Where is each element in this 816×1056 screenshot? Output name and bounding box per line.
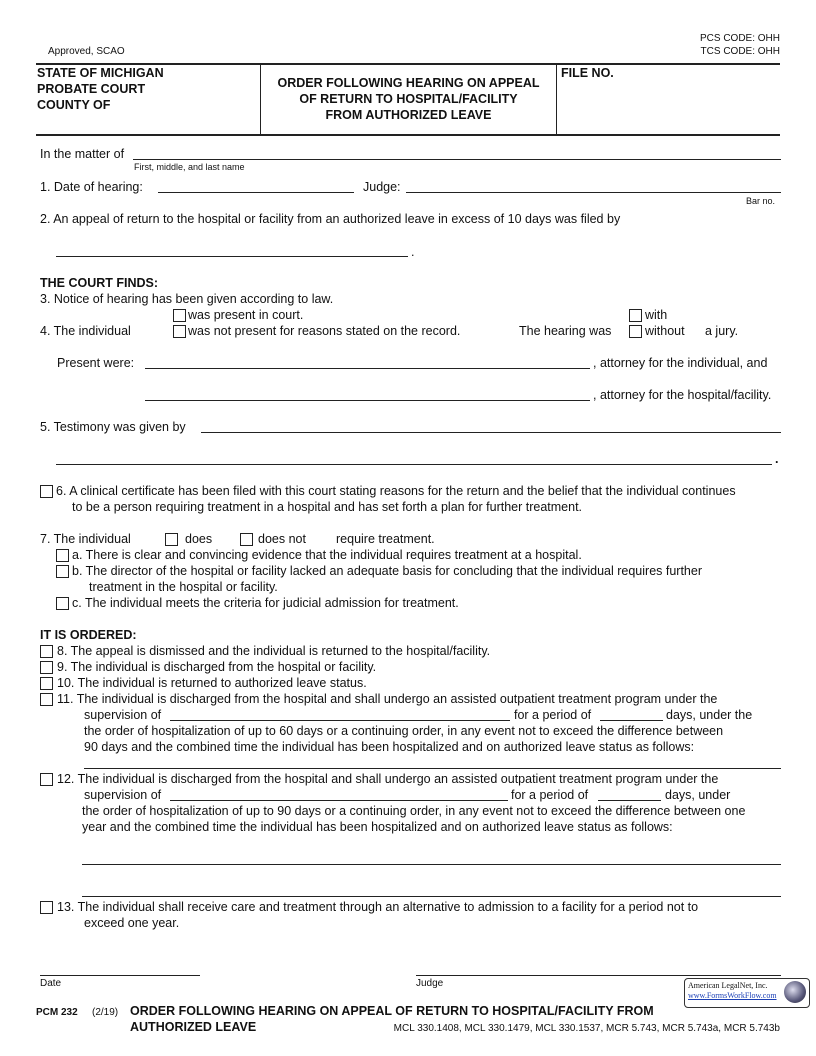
jury-label: a jury. [705,324,739,338]
judge-signature-field[interactable] [416,975,781,976]
item7b-text-2: treatment in the hospital or facility. [89,580,278,594]
footer-title: ORDER FOLLOWING HEARING ON APPEAL OF RETURN TO HOSPITAL/FACILITY FROM [130,1004,654,1018]
item11-supervision-label: supervision of [84,708,162,722]
period: . [411,245,415,259]
item12-checkbox[interactable] [40,773,53,786]
filed-by-field[interactable] [56,256,408,257]
item8-text: 8. The appeal is dismissed and the individual is returned to the hospital/facility. [57,644,491,658]
item7b-text: b. The director of the hospital or facility lacked an adequate basis for concluding that the individual requires further [72,564,702,578]
testimony-field-1[interactable] [201,432,781,433]
date-signature-field[interactable] [40,975,200,976]
logo-link[interactable]: www.FormsWorkFlow.com [688,991,777,1000]
item11-text-3: the order of hospitalization of up to 60 days or a continuing order, in any event not to exceed the difference between [84,724,724,738]
item5-label: 5. Testimony was given by [40,420,186,434]
date-of-hearing-field[interactable] [158,192,354,193]
item7c-checkbox[interactable] [56,597,69,610]
item7b-checkbox[interactable] [56,565,69,578]
item11-period-label: for a period of [514,708,592,722]
tcs-code: TCS CODE: OHH [700,46,780,57]
ordered-heading: IT IS ORDERED: [40,628,137,642]
without-jury-checkbox[interactable] [629,325,642,338]
attorney-individual-label: , attorney for the individual, and [593,356,768,370]
matter-label: In the matter of [40,147,125,161]
pcs-code: PCS CODE: OHH [699,33,780,44]
item9-checkbox[interactable] [40,661,53,674]
item12-text-3: the order of hospitalization of up to 90 days or a continuing order, in any event not to exceed the difference between one [82,804,746,818]
attorney-individual-field[interactable] [145,368,590,369]
item12-supervisor-field[interactable] [170,800,508,801]
bar-no-label: Bar no. [746,196,776,206]
form-title: ORDER FOLLOWING HEARING ON APPEAL OF RETURN TO HOSPITAL/FACILITY FROM AUTHORIZED LEAVE [277,76,540,122]
attorney-hospital-label: , attorney for the hospital/facility. [593,388,772,402]
item6-text-2: to be a person requiring treatment in a hospital and has set forth a plan for further treatment. [72,500,583,514]
item3-text: 3. Notice of hearing has been given according to law. [40,292,334,306]
not-present-checkbox[interactable] [173,325,186,338]
item12-text-4: year and the combined time the individual has been hospitalized and on authorized leave status as follows: [82,820,673,834]
item2-text: 2. An appeal of return to the hospital or facility from an authorized leave in excess of 10 days was filed by [40,212,621,226]
attorney-hospital-field[interactable] [145,400,590,401]
present-checkbox[interactable] [173,309,186,322]
item13-checkbox[interactable] [40,901,53,914]
judge-signature-label: Judge [416,978,444,989]
matter-hint: First, middle, and last name [134,162,245,172]
american-legalnet-logo [684,978,810,1008]
court-finds-heading: THE COURT FINDS: [40,276,159,290]
without-label: without [645,324,685,338]
testimony-field-2[interactable] [56,464,772,465]
legal-citations: MCL 330.1408, MCL 330.1479, MCL 330.1537, MCR 5.743, MCR 5.743a, MCR 5.743b [393,1023,780,1034]
logo-name: American LegalNet, Inc. [688,981,768,990]
form-number: PCM 232 [36,1007,78,1018]
item7-label: 7. The individual [40,532,131,546]
item11-terms-field[interactable] [84,768,781,769]
globe-icon [784,981,806,1003]
item11-checkbox[interactable] [40,693,53,706]
date-of-hearing-label: 1. Date of hearing: [40,180,143,194]
item13-text-2: exceed one year. [84,916,180,930]
court-name: STATE OF MICHIGAN PROBATE COURT COUNTY OF [37,66,164,112]
item11-supervisor-field[interactable] [170,720,510,721]
item7a-checkbox[interactable] [56,549,69,562]
item12-supervision-label: supervision of [84,788,162,802]
item12-days-field[interactable] [598,800,661,801]
require-label: require treatment. [336,532,435,546]
item12-text: 12. The individual is discharged from the hospital and shall undergo an assisted outpatient treatment program under the [57,772,719,786]
item12-terms-field-2[interactable] [82,896,781,897]
does-not-label: does not [258,532,306,546]
item8-checkbox[interactable] [40,645,53,658]
item10-text: 10. The individual is returned to authorized leave status. [57,676,367,690]
present-label: was present in court. [188,308,304,322]
judge-field[interactable] [406,192,781,193]
item13-text: 13. The individual shall receive care and treatment through an alternative to admission to a facility for a period not to [57,900,699,914]
item7c-text: c. The individual meets the criteria for judicial admission for treatment. [72,596,459,610]
item10-checkbox[interactable] [40,677,53,690]
approved-label: Approved, SCAO [48,46,125,57]
not-present-label: was not present for reasons stated on the record. [188,324,461,338]
item6-text: 6. A clinical certificate has been filed with this court stating reasons for the return and the belief that the individual continues [56,484,736,498]
file-no-label: FILE NO. [561,66,614,80]
judge-label: Judge: [363,180,401,194]
item11-text: 11. The individual is discharged from the hospital and shall undergo an assisted outpatient treatment program under the [57,692,718,706]
item11-days-label: days, under the [666,708,753,722]
item4-label: 4. The individual [40,324,131,338]
date-label: Date [40,978,62,989]
file-no-field[interactable] [620,80,770,120]
period: . [775,452,779,466]
item12-period-label: for a period of [511,788,589,802]
item12-days-label: days, under [665,788,731,802]
hearing-was-label: The hearing was [519,324,612,338]
does-label: does [185,532,213,546]
item12-terms-field-1[interactable] [82,864,781,865]
item6-checkbox[interactable] [40,485,53,498]
footer-title-2: AUTHORIZED LEAVE [130,1020,257,1034]
item7a-text: a. There is clear and convincing evidence that the individual requires treatment at a hospital. [72,548,582,562]
with-jury-checkbox[interactable] [629,309,642,322]
does-not-checkbox[interactable] [240,533,253,546]
present-were-label: Present were: [57,356,135,370]
item11-days-field[interactable] [600,720,663,721]
with-label: with [645,308,668,322]
item11-text-4: 90 days and the combined time the individual has been hospitalized and on authorized leave status as follows: [84,740,695,754]
form-revision: (2/19) [92,1007,119,1018]
does-checkbox[interactable] [165,533,178,546]
item9-text: 9. The individual is discharged from the hospital or facility. [57,660,377,674]
